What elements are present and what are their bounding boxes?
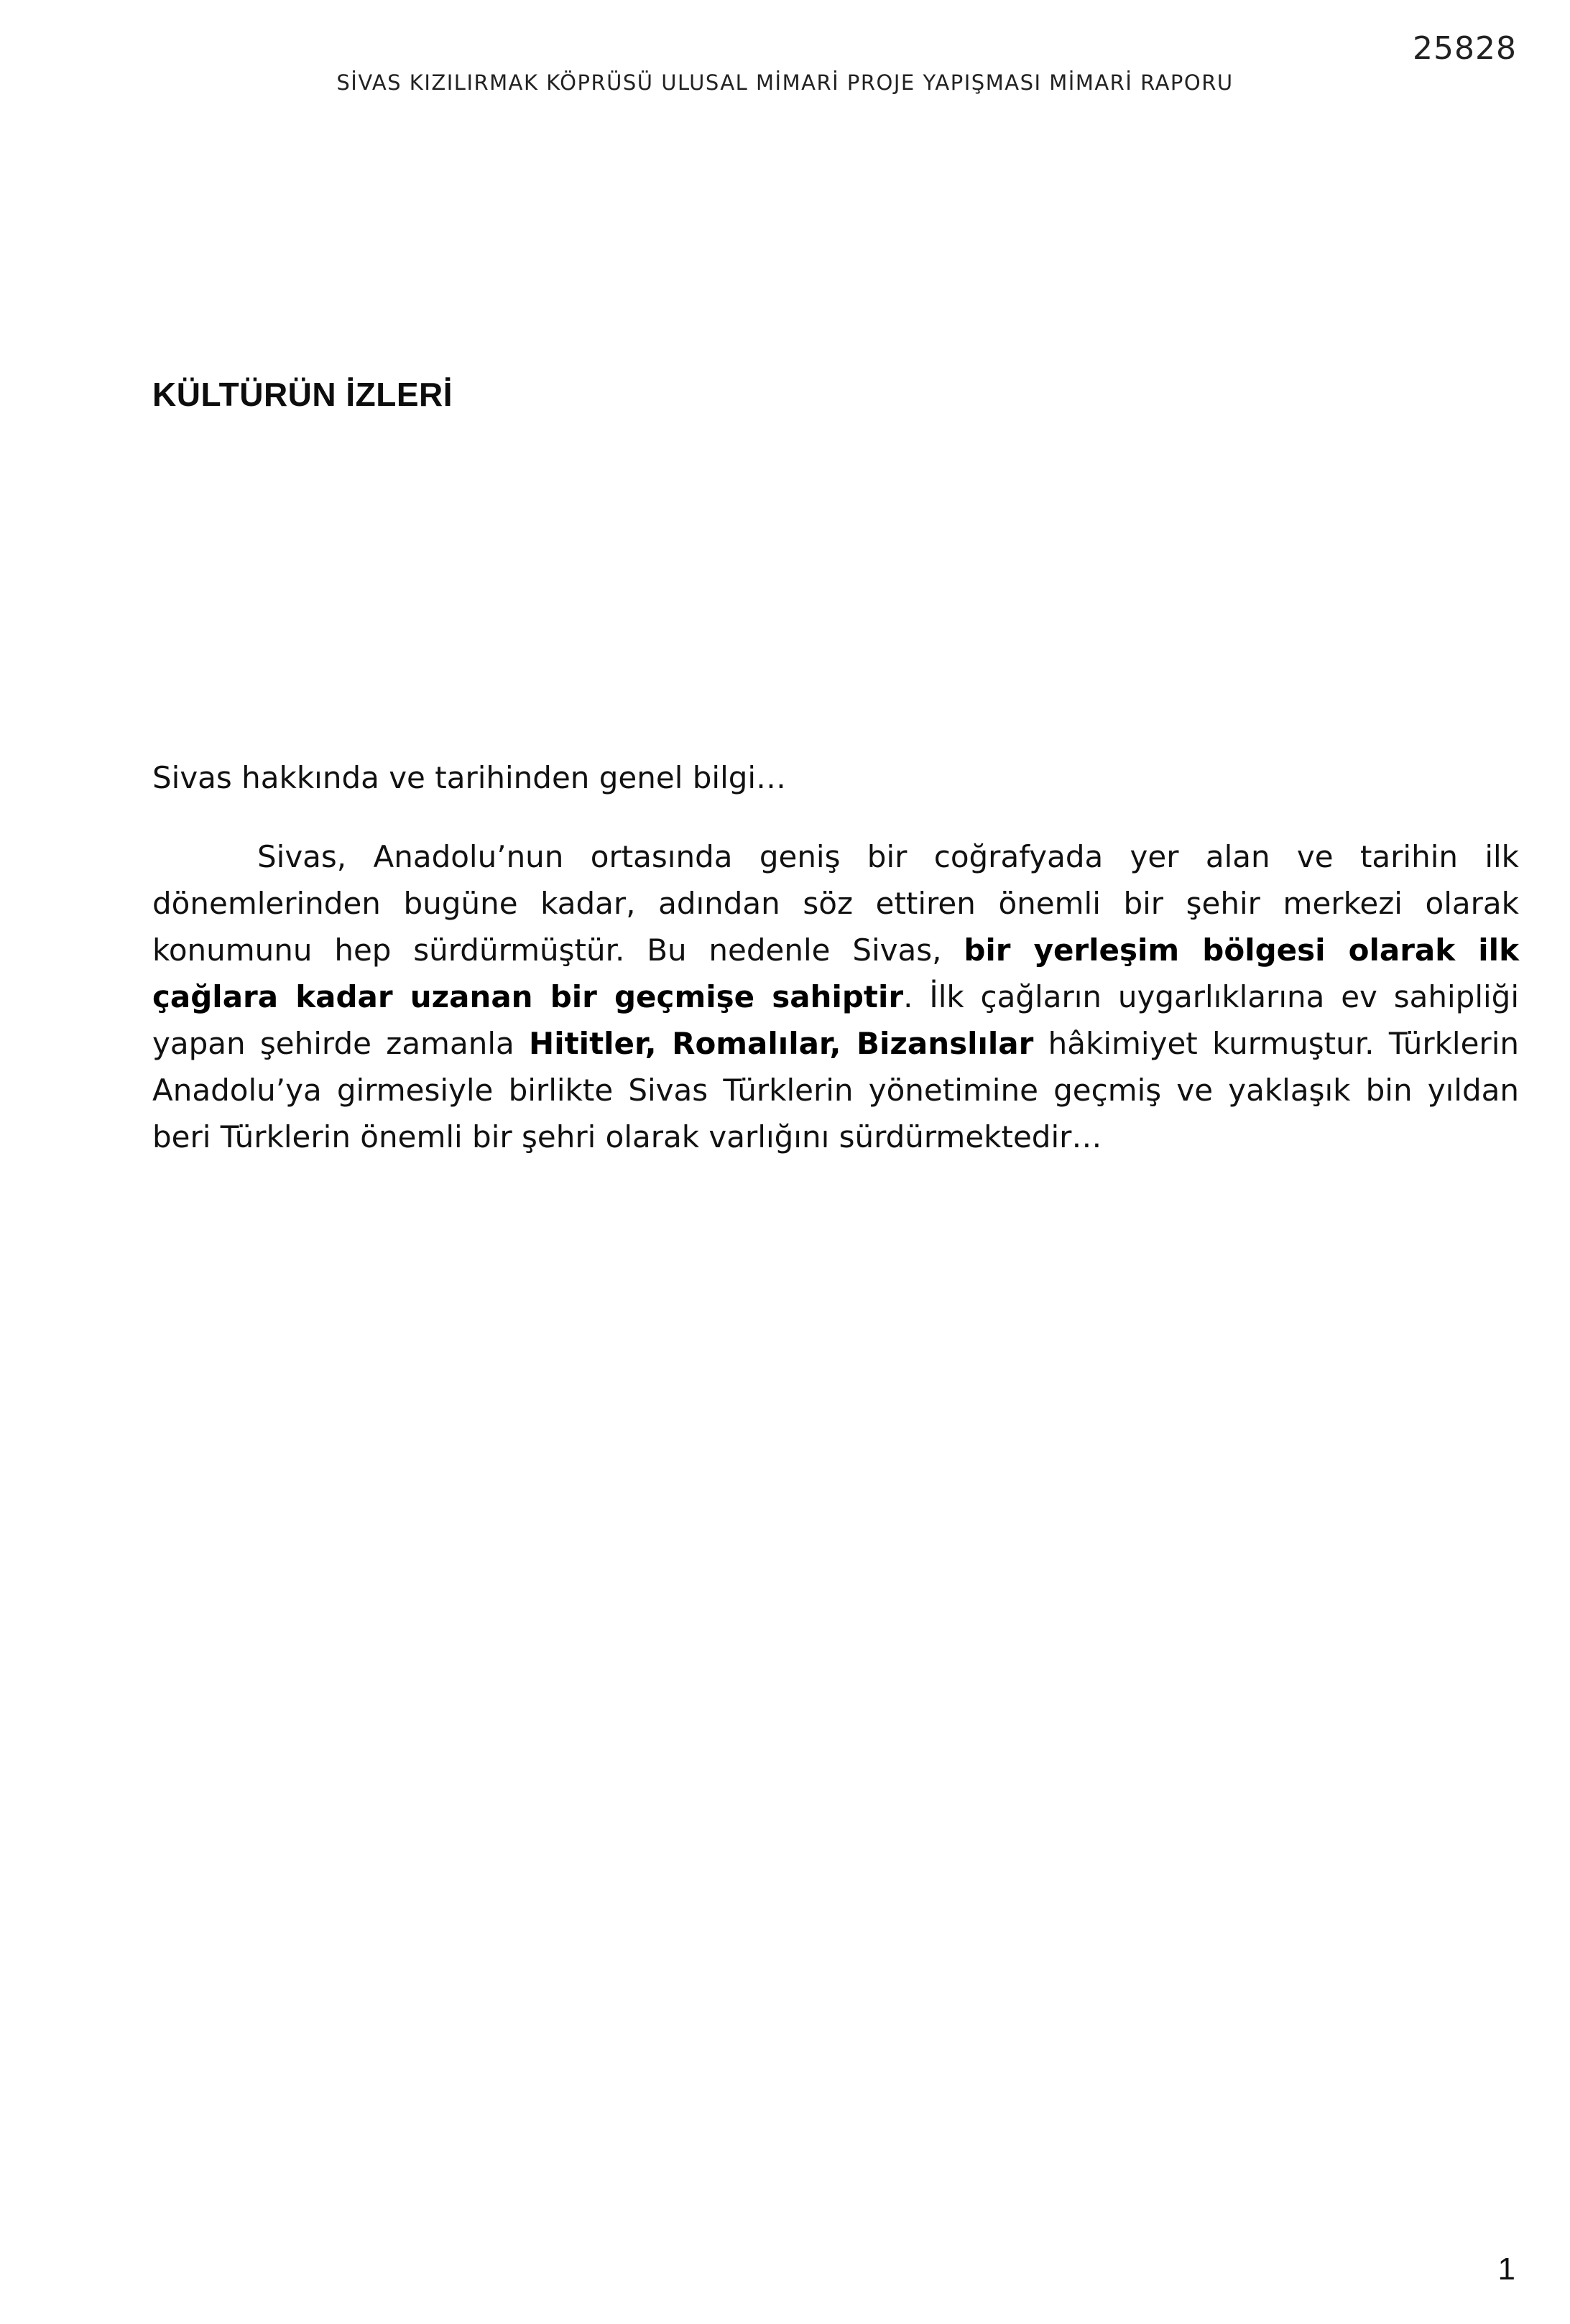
paragraph-text: . İlk çağların uygarlıklarına ev sahipliği yapan şehirde zamanla bbox=[152, 979, 1519, 1061]
bold-emphasis: bir yerleşim bölgesi olarak ilk çağlara kadar uzanan bir geçmişe sahiptir bbox=[152, 932, 1520, 1014]
section-title: KÜLTÜRÜN İZLERİ bbox=[152, 376, 453, 413]
paragraph-text: hâkimiyet kurmuştur. Türklerin Anadolu’ya girmesiyle birlikte Sivas Türklerin yönetimine geçmiş ve yaklaşık bin yıldan beri Türklerin önemli bir şehri olarak varlığını sürdürmektedir… bbox=[152, 1026, 1519, 1154]
bold-civilizations: Hititler, Romalılar, Bizanslılar bbox=[529, 1026, 1034, 1061]
body-paragraph bbox=[152, 833, 1519, 1160]
page-number: 1 bbox=[1497, 2251, 1515, 2287]
running-header: SİVAS KIZILIRMAK KÖPRÜSÜ ULUSAL MİMARİ PROJE YAPIŞMASI MİMARİ RAPORU bbox=[336, 70, 1234, 95]
intro-line: Sivas hakkında ve tarihinden genel bilgi… bbox=[152, 760, 787, 795]
document-code: 25828 bbox=[1413, 30, 1517, 67]
paragraph-text: Sivas, Anadolu’nun ortasında geniş bir coğrafyada yer alan ve tarihin ilk dönemlerinden bugüne kadar, adından söz ettiren önemli bir şehir merkezi olarak konumunu hep sürdürmüştür. Bu nedenle Sivas, bbox=[152, 839, 1519, 968]
